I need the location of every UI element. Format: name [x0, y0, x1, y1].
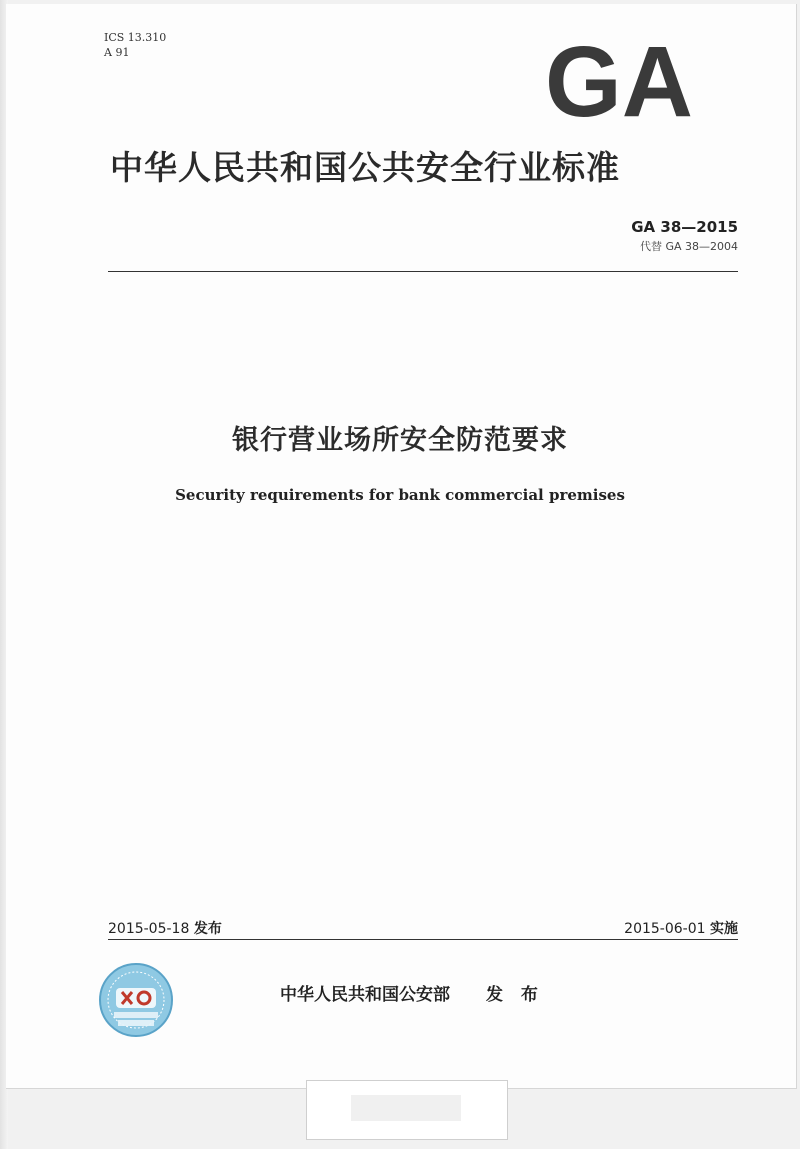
- issue-date-line: [108, 918, 222, 938]
- issuing-authority: [280, 980, 544, 1005]
- ga-logo: [545, 40, 695, 120]
- implementation-date-line: [624, 918, 738, 938]
- header-divider: [108, 271, 738, 272]
- issue-label: 发布: [193, 921, 222, 937]
- issuer-action: 发 布: [486, 985, 544, 1005]
- standard-category-title: 中华人民共和国公共安全行业标准: [110, 148, 620, 187]
- standard-number: GA 38—2015: [631, 218, 738, 236]
- ccs-code: A 91: [104, 46, 130, 59]
- implementation-date: 2015-06-01: [624, 921, 706, 937]
- ga-logo-text: GA: [545, 40, 693, 120]
- issue-date: 2015-05-18: [108, 921, 190, 937]
- classification-codes: [104, 30, 166, 60]
- implementation-label: 实施: [710, 921, 738, 937]
- footer-divider: [108, 939, 738, 940]
- scan-tab-label-area: [351, 1095, 461, 1121]
- replaces-standard: 代替 GA 38—2004: [639, 240, 738, 253]
- standard-number-block: [631, 218, 738, 254]
- anti-counterfeit-seal-icon: [98, 962, 174, 1038]
- scan-bottom-tab: [306, 1080, 508, 1140]
- document-title-en: Security requirements for bank commercial premises: [175, 486, 625, 504]
- document-title-zh: 银行营业场所安全防范要求: [232, 425, 568, 456]
- ics-code: ICS 13.310: [104, 31, 167, 44]
- issuer-name: 中华人民共和国公安部: [280, 985, 450, 1005]
